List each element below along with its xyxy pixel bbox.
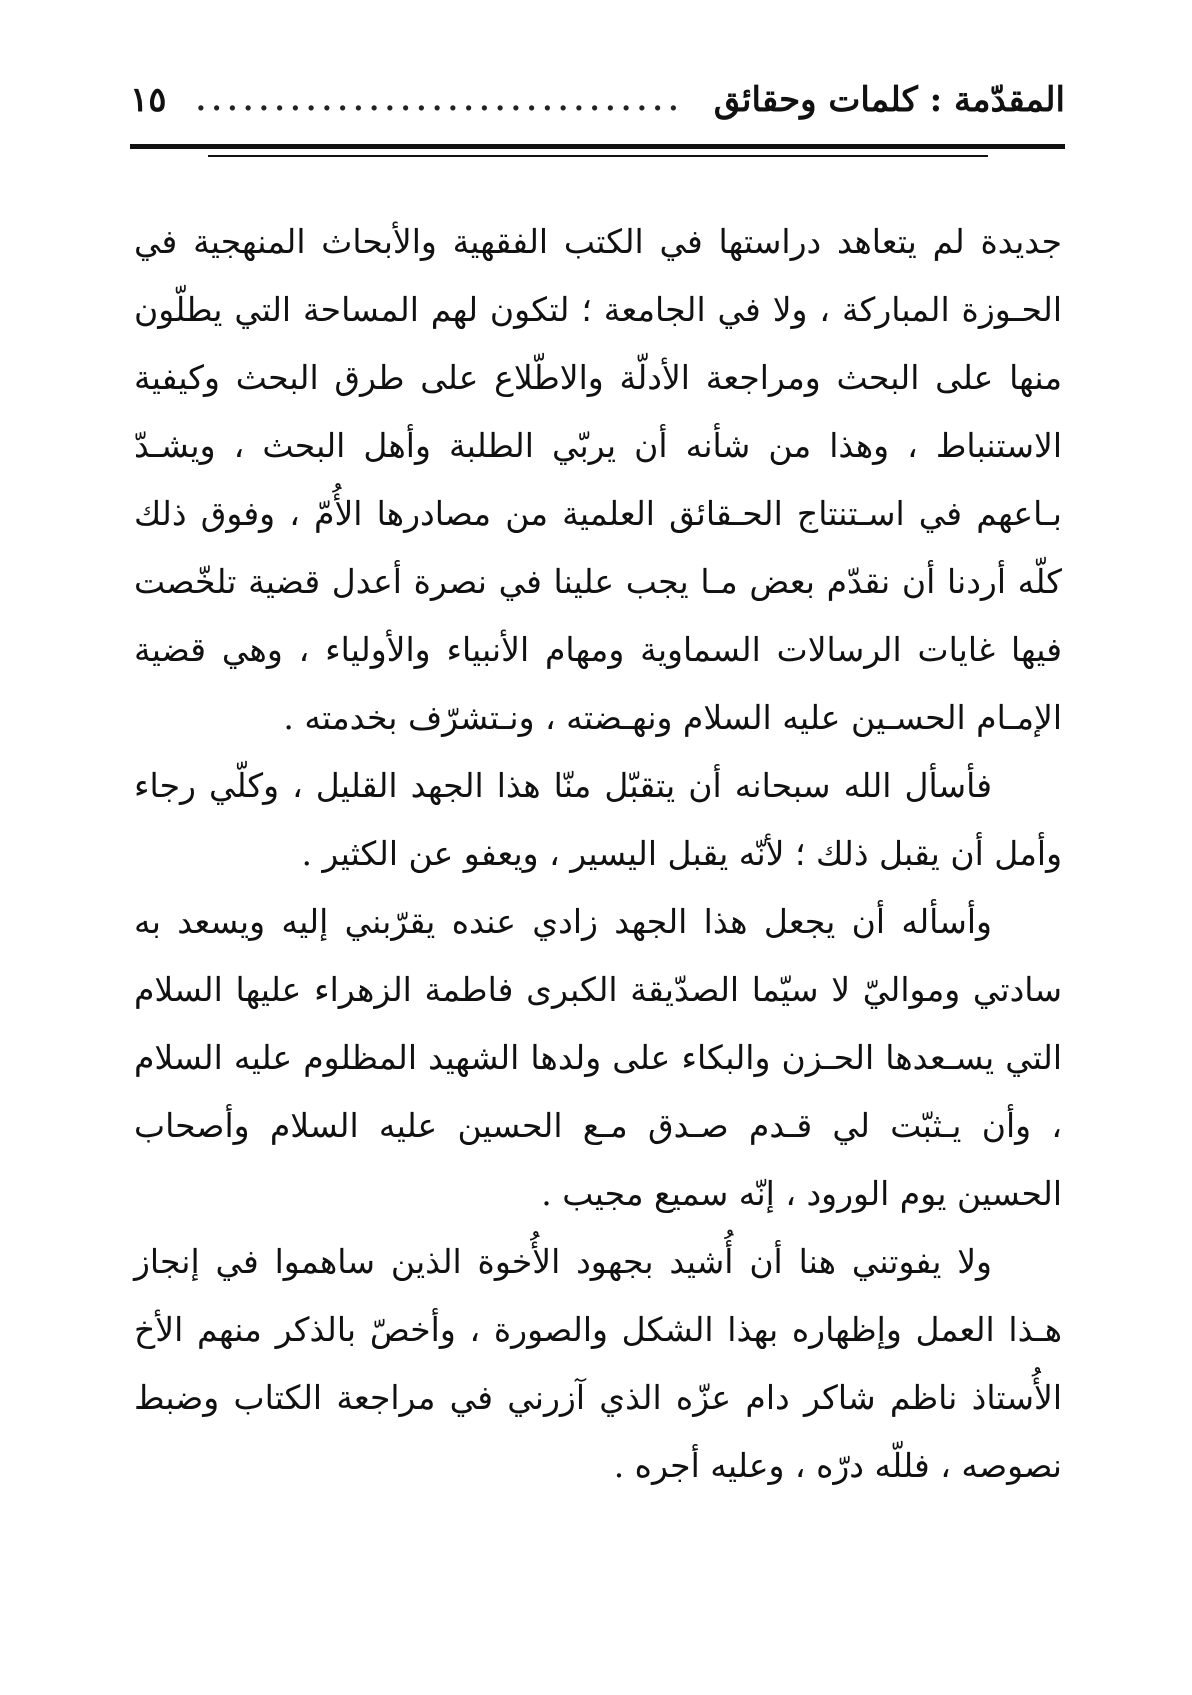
header-leader-dots: ...............................: [196, 83, 685, 117]
header-rule-thin: [208, 155, 988, 157]
paragraph-acknowledgement: ولا يفوتني هنا أن أُشيد بجهود الأُخوة الذين ساهموا في إنجاز هـذا العمل وإظهاره بهذا الشكل والصورة ، وأخصّ بالذكر منهم الأخ الأُستاذ ناظم شاكر دام عزّه الذي آزرني في مراجعة الكتاب وضبط نصوصه ، فللّه درّه ، وعليه أجره .: [134, 1242, 1062, 1485]
paragraph-prayer: فأسأل الله سبحانه أن يتقبّل منّا هذا الجهد القليل ، وكلّي رجاء وأمل أن يقبل ذلك ؛ لأنّه يقبل اليسير ، ويعفو عن الكثير .: [134, 766, 1062, 873]
header-rule-thick: [130, 144, 1065, 149]
paragraph-continuation: جديدة لم يتعاهد دراستها في الكتب الفقهية والأبحاث المنهجية في الحـوزة المباركة ، ولا في الجامعة ؛ لتكون لهم المساحة التي يطلّون منها على البحث ومراجعة الأدلّة والاطّلاع على طرق البحث وكيفية الاستنباط ، وهذا من شأنه أن يربّي الطلبة وأهل البحث ، ويشـدّ بـاعهم في اسـتنتاج الحـقائق العلمية من مصادرها الأُمّ ، وفوق ذلك كلّه أردنا أن نقدّم بعض مـا يجب علينا في نصرة أعدل قضية تلخّصت فيها غايات الرسالات السماوية ومهام الأنبياء والأولياء ، وهي قضية الإمـام الحسـين عليه السلام ونهـضته ، ونـتشرّف بخدمته .: [134, 222, 1062, 737]
page-number: ١٥: [130, 80, 167, 120]
running-header: [130, 70, 1065, 130]
header-title: المقدّمة : كلمات وحقائق: [713, 80, 1065, 120]
paragraph-supplication: وأسأله أن يجعل هذا الجهد زادي عنده يقرّبني إليه ويسعد به سادتي ومواليّ لا سيّما الصدّيقة الكبرى فاطمة الزهراء عليها السلام التي يسـعدها الحـزن والبكاء على ولدها الشهيد المظلوم عليه السلام ، وأن يـثبّت لي قـدم صـدق مـع الحسين عليه السلام وأصحاب الحسين يوم الورود ، إنّه سميع مجيب .: [134, 902, 1062, 1213]
body-text: [134, 208, 1062, 1500]
